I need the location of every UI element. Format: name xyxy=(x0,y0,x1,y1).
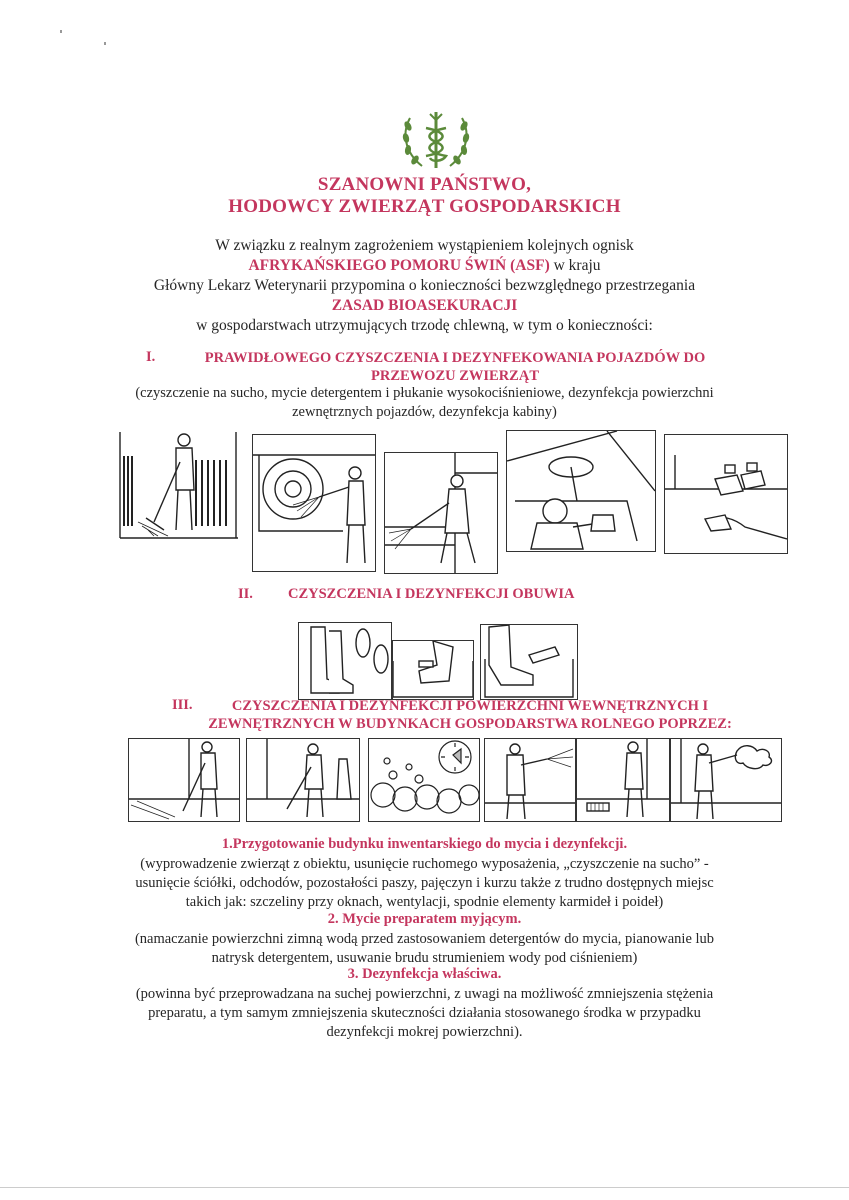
page-bottom-rule xyxy=(0,1187,849,1188)
intro-line-rest: w kraju xyxy=(549,257,601,274)
step-body-line: dezynfekcji mokrej powierzchni). xyxy=(326,1024,523,1040)
illustration-step-foam-timer xyxy=(368,738,480,822)
illustration-cabin-disinfection xyxy=(506,430,656,552)
step-body-line: usunięcie ściółki, odchodów, pozostałości paszy, pajęczyn i kurzu także z trudno dostępnych miejsc xyxy=(135,875,714,891)
step-2-body xyxy=(0,930,849,968)
illustration-step-drain xyxy=(576,738,670,822)
step-3-body xyxy=(0,985,849,1042)
illustration-step-spraying-wall xyxy=(484,738,576,822)
section-1-description xyxy=(0,384,849,422)
step-body-line: (wyprowadzenie zwierząt z obiektu, usunięcie ruchomego wyposażenia, „czyszczenie na sucho” - xyxy=(140,856,709,872)
illustration-boots xyxy=(298,622,392,700)
step-body-line: (powinna być przeprowadzana na suchej powierzchni, z uwagi na możliwość zmniejszenia stężenia xyxy=(135,986,714,1002)
page-subtitle: HODOWCY ZWIERZĄT GOSPODARSKICH xyxy=(228,196,621,217)
section-3-heading xyxy=(0,697,849,737)
illustration-step-fogging xyxy=(670,738,782,822)
illustration-brush-boot xyxy=(392,640,474,700)
illustration-sweeping-vehicle xyxy=(118,426,240,544)
intro-line: Główny Lekarz Weterynarii przypomina o konieczności bezwzględnego przestrzegania xyxy=(153,277,696,294)
scan-speck xyxy=(60,30,62,33)
illustration-spraying-vehicle xyxy=(384,452,498,574)
biosecurity-highlight: ZASAD BIOASEKURACJI xyxy=(331,297,518,314)
illustration-boot-dip xyxy=(480,624,578,700)
intro-line: W związku z realnym zagrożeniem wystąpieniem kolejnych ognisk xyxy=(215,237,634,254)
section-title-line: PRAWIDŁOWEGO CZYSZCZENIA I DEZYNFEKOWANIA POJAZDÓW DO xyxy=(204,350,706,366)
caduceus-icon xyxy=(396,108,476,174)
description-line: zewnętrznych pojazdów, dezynfekcja kabiny) xyxy=(292,404,557,420)
section-2-heading xyxy=(0,586,849,606)
description-line: (czyszczenie na sucho, mycie detergentem i płukanie wysokociśnieniowe, dezynfekcja powierzchni xyxy=(135,385,714,401)
section-title-line: CZYSZCZENIA I DEZYNFEKCJI POWIERZCHNI WEWNĘTRZNYCH I xyxy=(231,698,709,714)
section-title xyxy=(180,697,760,733)
section-title xyxy=(180,349,730,385)
step-1-body xyxy=(0,855,849,912)
intro-line xyxy=(0,256,849,276)
illustration-step-sweeping xyxy=(128,738,240,822)
section-number: II. xyxy=(238,586,253,602)
step-body-line: preparatu, a tym samym zmniejszenia skuteczności działania stosowanego środka w przypadku xyxy=(148,1005,701,1021)
illustration-wiping-surface xyxy=(664,434,788,554)
section-number: I. xyxy=(146,349,156,365)
step-3-title: 3. Dezynfekcja właściwa. xyxy=(347,966,502,982)
step-body-line: natrysk detergentem, usuwanie brudu strumieniem wody pod ciśnieniem) xyxy=(211,950,638,966)
section-title-line: ZEWNĘTRZNYCH W BUDYNKACH GOSPODARSTWA ROLNEGO POPRZEZ: xyxy=(208,716,732,732)
section-number: III. xyxy=(172,697,193,713)
step-body-line: takich jak: szczeliny przy oknach, wentylacji, spodnie elementy karmideł i poideł) xyxy=(185,894,664,910)
section-1-heading xyxy=(0,349,849,389)
scan-speck xyxy=(104,42,106,45)
intro-line: w gospodarstwach utrzymujących trzodę chlewną, w tym o konieczności: xyxy=(196,317,653,334)
intro-paragraph xyxy=(0,236,849,336)
section-title: CZYSZCZENIA I DEZYNFEKCJI OBUWIA xyxy=(288,586,575,602)
illustration-step-raking xyxy=(246,738,360,822)
section-title-line: PRZEWOZU ZWIERZĄT xyxy=(371,368,539,384)
page-title: SZANOWNI PAŃSTWO, xyxy=(317,174,532,195)
step-1-title: 1.Przygotowanie budynku inwentarskiego do mycia i dezynfekcji. xyxy=(221,836,628,852)
illustration-washing-wheel xyxy=(252,434,376,572)
veterinary-emblem-icon xyxy=(396,108,476,174)
step-2-title: 2. Mycie preparatem myjącym. xyxy=(327,911,522,927)
step-body-line: (namaczanie powierzchni zimną wodą przed zastosowaniem detergentów do mycia, pianowanie lub xyxy=(134,931,715,947)
asf-highlight: AFRYKAŃSKIEGO POMORU ŚWIŃ (ASF) xyxy=(248,257,550,274)
